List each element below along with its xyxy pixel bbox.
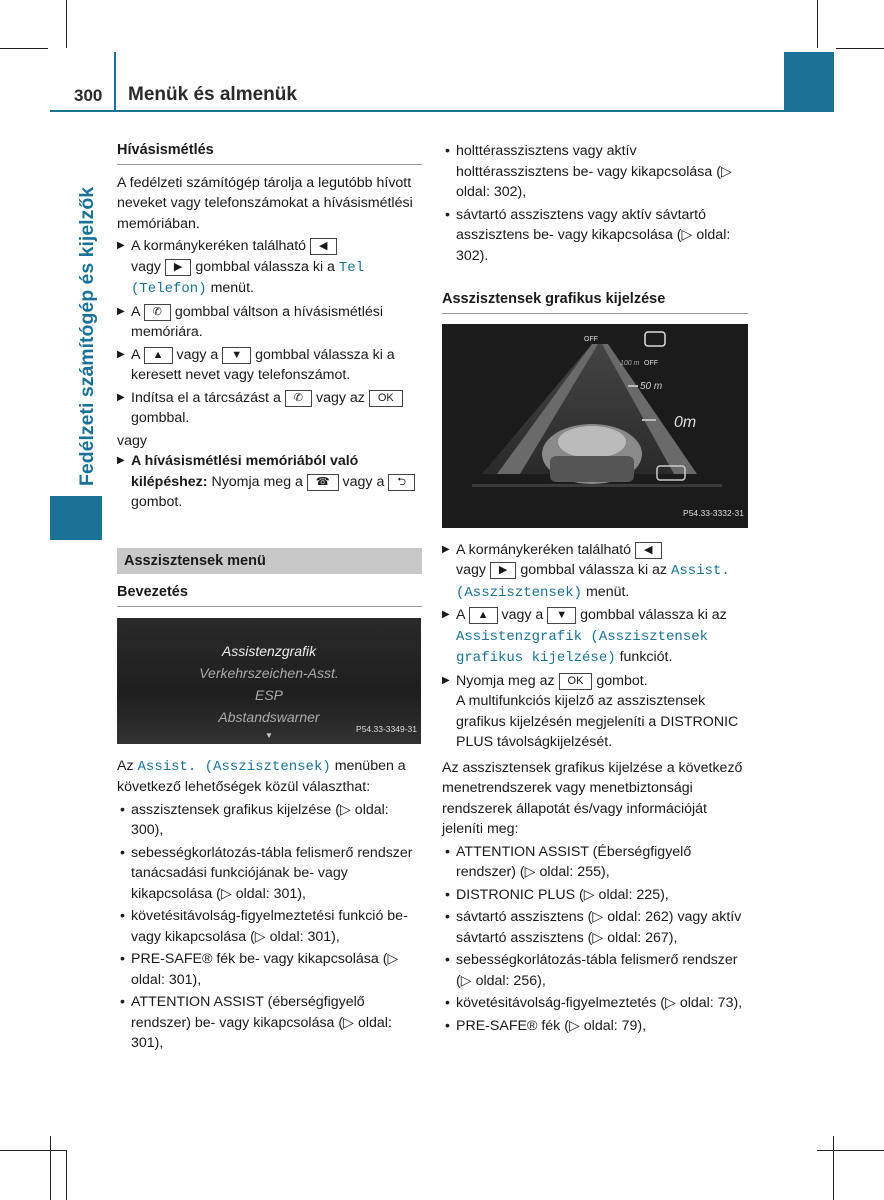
screen-item: Abstandswarner [218, 708, 320, 725]
down-arrow-key: ▼ [222, 347, 251, 364]
distance-label: 100 m [620, 359, 640, 367]
header-accent [784, 52, 834, 112]
sidebar-label-box [76, 160, 106, 490]
crop-mark [50, 1136, 51, 1200]
phone-icon: ✆ [144, 304, 171, 321]
off-label: OFF [644, 359, 658, 367]
paragraph: Az asszisztensek grafikus kijelzése a következő menetrendszerek vagy menetbiztonsági rendszerek állapotát és/vagy információját jeleníti meg: [442, 759, 743, 837]
right-arrow-key: ▶ [165, 259, 191, 276]
list-item: • sebességkorlátozás-tábla felismerő rendszer tanácsadási funkciójának be- vagy kikapcsolása (▷ oldal: 301), [117, 843, 422, 905]
ok-key: OK [369, 390, 403, 407]
image-caption: P54.33-3349-31 [356, 724, 417, 734]
right-column [442, 141, 748, 1036]
page-title: Menük és almenük [128, 84, 297, 105]
distance-label: 0m [674, 413, 697, 431]
road-graphic [442, 324, 748, 528]
list-item: • asszisztensek grafikus kijelzése (▷ oldal: 300), [117, 800, 422, 841]
back-icon: ⮌ [388, 474, 415, 491]
crop-mark [0, 48, 48, 49]
step: ▶ A kormánykeréken található ◀ vagy ▶ gombbal válassza ki a Tel (Telefon) menüt. [117, 236, 422, 300]
display-screenshot [117, 618, 421, 744]
list-item: • DISTRONIC PLUS (▷ oldal: 225), [442, 885, 748, 906]
step: ▶ A hívásismétlési memóriából való kilépéshez: Nyomja meg a ☎ vagy a ⮌ gombot. [117, 451, 422, 513]
screen-item: Verkehrszeichen-Asst. [199, 664, 339, 681]
screen-item: Assistenzgrafik [221, 642, 317, 659]
crop-mark [66, 0, 67, 48]
list-item: • követésitávolság-figyelmeztetés (▷ oldal: 73), [442, 993, 748, 1014]
list-item: • PRE-SAFE® fék (▷ oldal: 79), [442, 1016, 748, 1037]
section-heading: Bevezetés [117, 582, 422, 607]
header-rule [50, 110, 834, 112]
step: ▶ A ▲ vagy a ▼ gombbal válassza ki a keresett nevet vagy telefonszámot. [117, 345, 422, 386]
list-item: • követésitávolság-figyelmeztetési funkció be- vagy kikapcsolása (▷ oldal: 301), [117, 906, 422, 947]
screen-item: ESP [254, 686, 283, 703]
section-bar: Asszisztensek menü [117, 548, 422, 575]
assist-graphic-screenshot [442, 324, 748, 528]
page-header [50, 52, 834, 112]
step: ▶ Indítsa el a tárcsázást a ✆ vagy az OK gombbal. [117, 388, 422, 429]
list-item: • ATTENTION ASSIST (Éberségfigyelő rendszer) (▷ oldal: 255), [442, 842, 748, 883]
section-heading: Asszisztensek grafikus kijelzése [442, 289, 748, 314]
header-divider [114, 52, 116, 112]
list-item: • PRE-SAFE® fék be- vagy kikapcsolása (▷ oldal: 301), [117, 949, 422, 990]
list-item: • sávtartó asszisztens (▷ oldal: 262) vagy aktív sávtartó asszisztens (▷ oldal: 267), [442, 907, 748, 948]
step: ▶ Nyomja meg az OK gombot. A multifunkciós kijelző az asszisztensek grafikus kijelzésén megjeleníti a DISTRONIC PLUS távolságkijelzését. [442, 671, 748, 753]
section-heading: Hívásismétlés [117, 140, 422, 165]
right-arrow-key: ▶ [490, 562, 516, 579]
left-arrow-key: ◀ [635, 542, 661, 559]
step: ▶ A kormánykeréken található ◀ vagy ▶ gombbal válassza ki az Assist. (Asszisztensek) menüt. [442, 540, 748, 604]
crop-mark [833, 1136, 834, 1200]
crop-mark [66, 1150, 67, 1200]
list-item: • sebességkorlátozás-tábla felismerő rendszer (▷ oldal: 256), [442, 950, 748, 991]
sidebar-label: Fedélzeti számítógép és kijelzők [76, 186, 98, 486]
end-call-icon: ☎ [307, 474, 339, 491]
crop-mark [817, 0, 818, 48]
left-column [117, 140, 422, 1054]
list-item: • holttérasszisztens vagy aktív holttérasszisztens be- vagy kikapcsolása (▷ oldal: 302), [442, 141, 748, 203]
up-arrow-key: ▲ [469, 607, 498, 624]
crop-mark [817, 1150, 884, 1151]
crop-mark [0, 1150, 66, 1151]
intro-paragraph: A fedélzeti számítógép tárolja a legutóbb hívott neveket vagy telefonszámokat a hívásismétlési memóriában. [117, 174, 413, 232]
down-indicator-icon: ▼ [265, 730, 273, 740]
sidebar-tab [50, 496, 102, 540]
paragraph: Az Assist. (Asszisztensek) menüben a következő lehetőségek közül választhat: [117, 757, 406, 795]
phone-icon: ✆ [285, 390, 312, 407]
step: ▶ A ▲ vagy a ▼ gombbal válassza ki az Assistenzgrafik (Asszisztensek grafikus kijelzése) funkciót. [442, 605, 748, 669]
or-text: vagy [117, 432, 147, 449]
off-label: OFF [584, 335, 598, 343]
up-arrow-key: ▲ [144, 347, 173, 364]
page-number: 300 [74, 86, 103, 105]
down-arrow-key: ▼ [547, 607, 576, 624]
left-arrow-key: ◀ [310, 238, 336, 255]
list-item: • ATTENTION ASSIST (éberségfigyelő rendszer) be- vagy kikapcsolása (▷ oldal: 301), [117, 992, 422, 1054]
image-caption: P54.33-3332-31 [683, 508, 744, 518]
crop-mark [836, 48, 884, 49]
distance-label: 50 m [640, 380, 663, 392]
ok-key: OK [559, 673, 593, 690]
list-item: • sávtartó asszisztens vagy aktív sávtartó asszisztens be- vagy kikapcsolása (▷ oldal: 302). [442, 205, 748, 267]
step: ▶ A ✆ gombbal váltson a hívásismétlési memóriára. [117, 302, 422, 343]
